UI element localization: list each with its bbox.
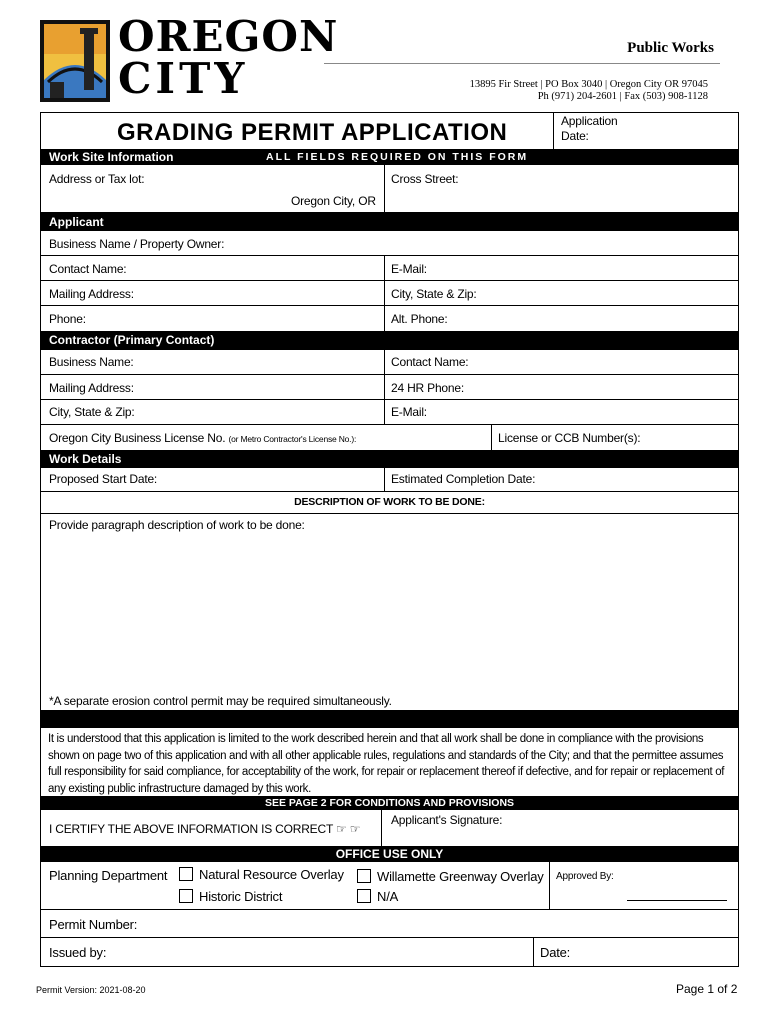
business-license-sublabel: (or Metro Contractor's License No.): bbox=[228, 434, 357, 444]
address-field[interactable]: Address or Tax lot: bbox=[49, 172, 145, 186]
application-label: Application bbox=[561, 114, 618, 128]
natural-resource-label: Natural Resource Overlay bbox=[199, 867, 344, 882]
application-date-field[interactable] bbox=[561, 114, 618, 144]
work-details-header: Work Details bbox=[41, 450, 738, 468]
issued-by-field[interactable]: Issued by: bbox=[49, 945, 107, 960]
approved-by-signature-line[interactable] bbox=[627, 900, 727, 901]
certify-row bbox=[41, 810, 738, 846]
applicant-phone-field[interactable]: Phone: bbox=[49, 312, 86, 326]
business-license-field[interactable] bbox=[49, 431, 356, 445]
contractor-email-field[interactable]: E-Mail: bbox=[391, 405, 427, 419]
applicant-business-row bbox=[41, 231, 738, 256]
pointing-hand-icon: ☞ ☞ bbox=[336, 822, 361, 836]
description-header-row bbox=[41, 492, 738, 514]
business-license-label: Oregon City Business License No. bbox=[49, 431, 226, 445]
proposed-start-date-field[interactable]: Proposed Start Date: bbox=[49, 472, 158, 486]
certify-text: I CERTIFY THE ABOVE INFORMATION IS CORRECT bbox=[49, 822, 333, 836]
natural-resource-checkbox[interactable] bbox=[179, 867, 193, 881]
logo-text-oregon: OREGON bbox=[118, 12, 339, 61]
contractor-city-state-zip-field[interactable]: City, State & Zip: bbox=[49, 405, 135, 419]
historic-district-option[interactable] bbox=[179, 889, 282, 904]
contractor-city-row bbox=[41, 400, 738, 425]
form-title: GRADING PERMIT APPLICATION bbox=[117, 119, 508, 146]
issued-by-row bbox=[41, 938, 738, 966]
na-option[interactable] bbox=[357, 889, 398, 904]
date-label: Date: bbox=[561, 129, 589, 143]
description-header: DESCRIPTION OF WORK TO BE DONE: bbox=[294, 496, 485, 508]
certify-statement bbox=[49, 822, 360, 836]
agreement-text: It is understood that this application is limited to the work described herein and that all work shall be done in compliance with the provisions shown on page two of this application and with all other applicable rules, regulations and standards of the City; and that the permittee assumes full responsibility for said compliance, for acceptability of the work, for repair or replacement thereof if defective, and for repair or replacement of any existing public infrastructure damaged by this work. bbox=[48, 733, 725, 795]
approved-by-label: Approved By: bbox=[556, 871, 614, 882]
contractor-mailing-row bbox=[41, 375, 738, 400]
contractor-business-name-field[interactable]: Business Name: bbox=[49, 355, 134, 369]
applicant-contact-row bbox=[41, 256, 738, 281]
willamette-greenway-checkbox[interactable] bbox=[357, 869, 371, 883]
description-area[interactable] bbox=[41, 514, 738, 710]
erosion-note: *A separate erosion control permit may be required simultaneously. bbox=[49, 694, 392, 708]
section-divider-bar bbox=[41, 710, 738, 728]
title-row bbox=[41, 113, 738, 149]
contractor-header: Contractor (Primary Contact) bbox=[41, 331, 738, 350]
oregon-city-logo bbox=[40, 12, 339, 103]
applicant-city-state-zip-field[interactable]: City, State & Zip: bbox=[391, 287, 477, 301]
planning-department-label: Planning Department bbox=[49, 868, 168, 883]
required-note: ALL FIELDS REQUIRED ON THIS FORM bbox=[266, 151, 529, 163]
na-checkbox[interactable] bbox=[357, 889, 371, 903]
office-use-header: OFFICE USE ONLY bbox=[41, 846, 738, 862]
applicant-header: Applicant bbox=[41, 213, 738, 231]
na-label: N/A bbox=[377, 889, 399, 904]
permit-version: Permit Version: 2021-08-20 bbox=[36, 985, 146, 995]
applicant-signature-field[interactable]: Applicant's Signature: bbox=[391, 813, 503, 827]
applicant-business-name-field[interactable]: Business Name / Property Owner: bbox=[49, 237, 225, 251]
office-overlay-row bbox=[41, 862, 738, 910]
address-line: 13895 Fir Street | PO Box 3040 | Oregon City OR 97045 bbox=[469, 79, 708, 90]
permit-number-field[interactable]: Permit Number: bbox=[49, 917, 138, 932]
city-state-text: Oregon City, OR bbox=[291, 194, 376, 208]
description-prompt: Provide paragraph description of work to be done: bbox=[49, 518, 305, 532]
applicant-mailing-address-field[interactable]: Mailing Address: bbox=[49, 287, 134, 301]
contractor-24hr-phone-field[interactable]: 24 HR Phone: bbox=[391, 381, 464, 395]
willamette-greenway-label: Willamette Greenway Overlay bbox=[377, 869, 544, 884]
applicant-email-field[interactable]: E-Mail: bbox=[391, 262, 427, 276]
department-name: Public Works bbox=[627, 40, 714, 56]
work-site-row bbox=[41, 165, 738, 213]
contractor-business-row bbox=[41, 350, 738, 375]
historic-district-label: Historic District bbox=[199, 889, 283, 904]
logo-text-city: CITY bbox=[118, 54, 249, 103]
contractor-contact-name-field[interactable]: Contact Name: bbox=[391, 355, 469, 369]
applicant-contact-name-field[interactable]: Contact Name: bbox=[49, 262, 127, 276]
issued-date-field[interactable]: Date: bbox=[540, 945, 571, 960]
permit-number-row bbox=[41, 910, 738, 938]
historic-district-checkbox[interactable] bbox=[179, 889, 193, 903]
completion-date-field[interactable]: Estimated Completion Date: bbox=[391, 472, 536, 486]
applicant-phone-row bbox=[41, 306, 738, 331]
contractor-mailing-address-field[interactable]: Mailing Address: bbox=[49, 381, 134, 395]
ccb-number-field[interactable]: License or CCB Number(s): bbox=[498, 431, 641, 445]
applicant-alt-phone-field[interactable]: Alt. Phone: bbox=[391, 312, 448, 326]
grading-permit-form bbox=[40, 112, 739, 967]
cross-street-field[interactable]: Cross Street: bbox=[391, 172, 459, 186]
work-dates-row bbox=[41, 468, 738, 492]
agreement-row bbox=[41, 728, 738, 796]
work-site-header bbox=[41, 149, 738, 165]
work-site-title: Work Site Information bbox=[49, 150, 174, 164]
applicant-mailing-row bbox=[41, 281, 738, 306]
contractor-license-row bbox=[41, 425, 738, 450]
phone-fax-line: Ph (971) 204-2601 | Fax (503) 908-1128 bbox=[537, 91, 708, 102]
willamette-greenway-option[interactable] bbox=[357, 869, 544, 884]
contact-address bbox=[470, 79, 708, 103]
page-number: Page 1 of 2 bbox=[676, 982, 738, 996]
see-page2-bar: SEE PAGE 2 FOR CONDITIONS AND PROVISIONS bbox=[41, 796, 738, 810]
header-divider bbox=[324, 63, 720, 64]
natural-resource-option[interactable] bbox=[179, 867, 344, 882]
